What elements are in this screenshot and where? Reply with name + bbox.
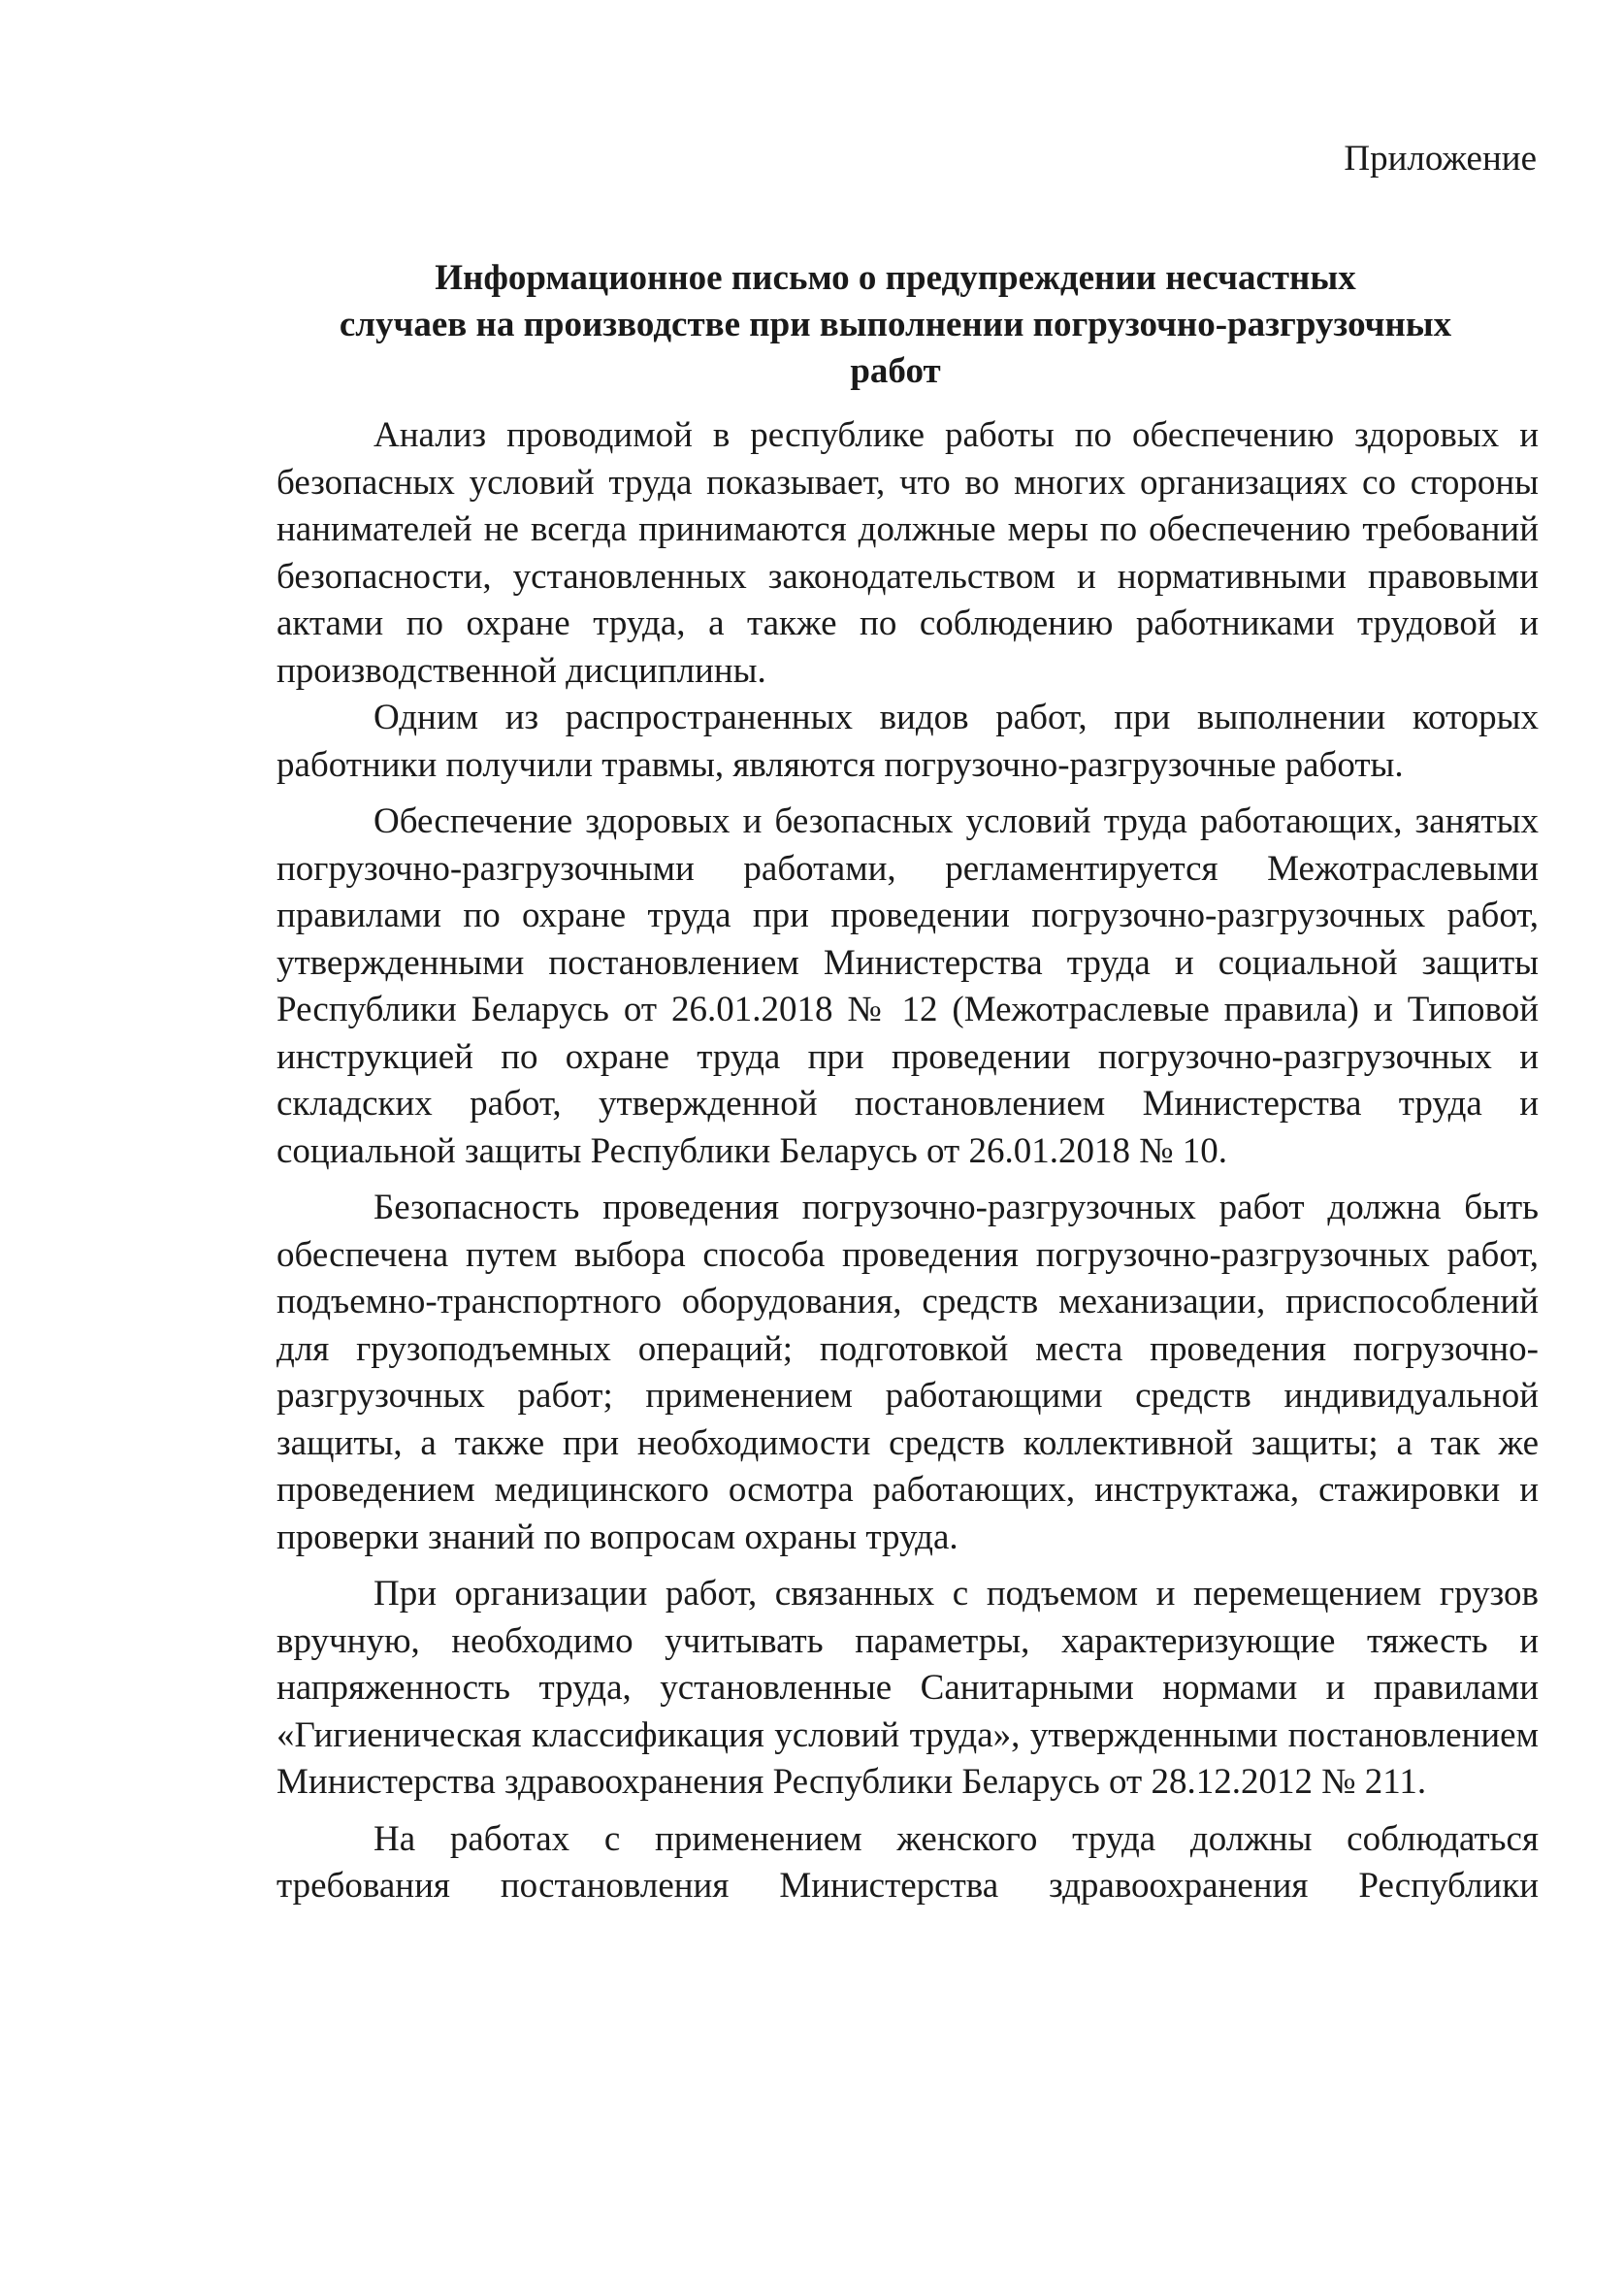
paragraph-common-work-types: Одним из распространенных видов работ, при выполнении которых работники получили травмы, являются погрузочно-разгрузочные работы.: [276, 698, 1539, 785]
document-body: [276, 412, 1539, 1910]
document-title: Информационное письмо о предупреждении несчастных случаев на производстве при выполнении погрузочно-разгрузочных работ: [339, 258, 1452, 391]
paragraph-safety-measures: Безопасность проведения погрузочно-разгрузочных работ должна быть обеспечена путем выбора способа проведения погрузочно-разгрузочных работ, подъемно-транспортного оборудования, средств механизации, приспособлений для грузоподъемных операций; подготовкой места проведения погрузочно-разгрузочных работ; применением работающими средств индивидуальной защиты, а также при необходимости средств коллективной защиты; а так же проведением медицинского осмотра работающих, инструктажа, стажировки и проверки знаний по вопросам охраны труда.: [276, 1188, 1539, 1557]
paragraph-manual-handling: При организации работ, связанных с подъемом и перемещением грузов вручную, необходимо учитывать параметры, характеризующие тяжесть и напряженность труда, установленные Санитарными нормами и правилами «Гигиеническая классификация условий труда», утвержденными постановлением Министерства здравоохранения Республики Беларусь от 28.12.2012 № 211.: [276, 1574, 1539, 1802]
paragraph-female-labor: На работах с применением женского труда должны соблюдаться требования постановления Министерства здравоохранения Республики: [276, 1818, 1539, 1906]
appendix-label: Приложение: [1344, 139, 1537, 179]
paragraph-analysis: Анализ проводимой в республике работы по обеспечению здоровых и безопасных условий труда показывает, что во многих организациях со стороны нанимателей не всегда принимаются должные меры по обеспечению требований безопасности, установленных законодательством и нормативными правовыми актами по охране труда, а также по соблюдению работниками трудовой и производственной дисциплины.: [276, 415, 1539, 691]
paragraph-regulations: Обеспечение здоровых и безопасных условий труда работающих, занятых погрузочно-разгрузочными работами, регламентируется Межотраслевыми правилами по охране труда при проведении погрузочно-разгрузочных работ, утвержденными постановлением Министерства труда и социальной защиты Республики Беларусь от 26.01.2018 № 12 (Межотраслевые правила) и Типовой инструкцией по охране труда при проведении погрузочно-разгрузочных и складских работ, утвержденной постановлением Министерства труда и социальной защиты Республики Беларусь от 26.01.2018 № 10.: [276, 801, 1539, 1171]
